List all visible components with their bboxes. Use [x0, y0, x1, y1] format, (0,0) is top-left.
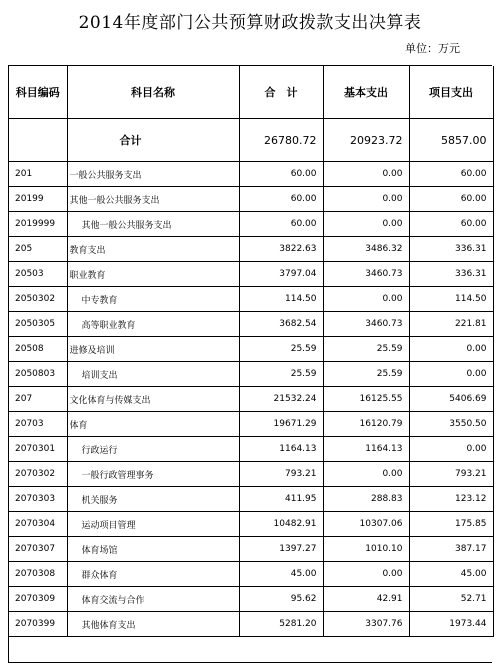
- column-header-basic: 基本支出: [323, 66, 409, 119]
- row-sum: 3822.63: [239, 237, 323, 262]
- table-row: [9, 512, 493, 537]
- row-name: 文化体育与传媒支出: [67, 387, 239, 412]
- expenditure-table-frame: [8, 65, 492, 663]
- row-name: 体育场馆: [67, 537, 239, 562]
- row-code: 2070308: [9, 562, 67, 587]
- table-row: [9, 487, 493, 512]
- expenditure-table: [9, 66, 494, 637]
- row-sum: 60.00: [239, 187, 323, 212]
- report-title: 2014年度部门公共预算财政拨款支出决算表: [78, 13, 422, 33]
- row-basic: 16125.55: [323, 387, 409, 412]
- row-name: 行政运行: [67, 437, 239, 462]
- row-code: 2070304: [9, 512, 67, 537]
- row-sum: 25.59: [239, 337, 323, 362]
- row-project: 0.00: [409, 362, 493, 387]
- row-sum: 10482.91: [239, 512, 323, 537]
- row-basic: 25.59: [323, 362, 409, 387]
- row-name: 其他体育支出: [67, 612, 239, 637]
- row-sum: 95.62: [239, 587, 323, 612]
- row-code: 2019999: [9, 212, 67, 237]
- row-project: 5406.69: [409, 387, 493, 412]
- row-project: 3550.50: [409, 412, 493, 437]
- row-code: 2070302: [9, 462, 67, 487]
- row-code: 207: [9, 387, 67, 412]
- row-sum: 5281.20: [239, 612, 323, 637]
- table-row: [9, 362, 493, 387]
- row-basic: 3460.73: [323, 262, 409, 287]
- row-basic: 0.00: [323, 212, 409, 237]
- row-code: 2070399: [9, 612, 67, 637]
- row-sum: 60.00: [239, 212, 323, 237]
- row-project: 123.12: [409, 487, 493, 512]
- row-basic: 0.00: [323, 462, 409, 487]
- row-name: 教育支出: [67, 237, 239, 262]
- row-basic: 0.00: [323, 562, 409, 587]
- table-row: [9, 562, 493, 587]
- row-code: 20508: [9, 337, 67, 362]
- table-row: [9, 537, 493, 562]
- row-sum: 1164.13: [239, 437, 323, 462]
- row-name: 一般公共服务支出: [67, 162, 239, 187]
- unit-label: 单位：万元: [405, 42, 460, 55]
- total-row: [9, 119, 493, 162]
- row-basic: 10307.06: [323, 512, 409, 537]
- table-row: [9, 187, 493, 212]
- row-name: 培训支出: [67, 362, 239, 387]
- row-project: 336.31: [409, 262, 493, 287]
- table-row: [9, 337, 493, 362]
- table-row: [9, 587, 493, 612]
- row-sum: 60.00: [239, 162, 323, 187]
- row-project: 221.81: [409, 312, 493, 337]
- row-sum: 1397.27: [239, 537, 323, 562]
- row-code: 2050803: [9, 362, 67, 387]
- row-project: 387.17: [409, 537, 493, 562]
- row-name: 进修及培训: [67, 337, 239, 362]
- total-name: 合计: [67, 119, 239, 162]
- row-code: 2070307: [9, 537, 67, 562]
- row-sum: 411.95: [239, 487, 323, 512]
- row-project: 45.00: [409, 562, 493, 587]
- row-code: 2070301: [9, 437, 67, 462]
- column-header-code: 科目编码: [9, 66, 67, 119]
- row-project: 114.50: [409, 287, 493, 312]
- row-project: 52.71: [409, 587, 493, 612]
- row-sum: 45.00: [239, 562, 323, 587]
- row-basic: 42.91: [323, 587, 409, 612]
- row-name: 体育: [67, 412, 239, 437]
- table-row: [9, 412, 493, 437]
- row-name: 群众体育: [67, 562, 239, 587]
- row-basic: 1010.10: [323, 537, 409, 562]
- table-row: [9, 287, 493, 312]
- row-name: 机关服务: [67, 487, 239, 512]
- row-code: 20199: [9, 187, 67, 212]
- row-project: 60.00: [409, 212, 493, 237]
- row-code: 20703: [9, 412, 67, 437]
- row-code: 2050302: [9, 287, 67, 312]
- row-code: 205: [9, 237, 67, 262]
- table-row: [9, 462, 493, 487]
- row-sum: 3682.54: [239, 312, 323, 337]
- table-row: [9, 612, 493, 637]
- row-name: 高等职业教育: [67, 312, 239, 337]
- row-basic: 3460.73: [323, 312, 409, 337]
- row-basic: 0.00: [323, 187, 409, 212]
- column-header-name: 科目名称: [67, 66, 239, 119]
- row-sum: 19671.29: [239, 412, 323, 437]
- row-basic: 3307.76: [323, 612, 409, 637]
- row-sum: 793.21: [239, 462, 323, 487]
- row-basic: 25.59: [323, 337, 409, 362]
- table-row: [9, 387, 493, 412]
- row-sum: 3797.04: [239, 262, 323, 287]
- row-project: 0.00: [409, 337, 493, 362]
- row-project: 175.85: [409, 512, 493, 537]
- row-name: 体育交流与合作: [67, 587, 239, 612]
- header-row: [9, 66, 493, 119]
- column-header-total: 合 计: [239, 66, 323, 119]
- row-code: 2070309: [9, 587, 67, 612]
- row-basic: 288.83: [323, 487, 409, 512]
- row-sum: 25.59: [239, 362, 323, 387]
- row-basic: 3486.32: [323, 237, 409, 262]
- row-name: 其他一般公共服务支出: [67, 212, 239, 237]
- row-project: 336.31: [409, 237, 493, 262]
- table-row: [9, 262, 493, 287]
- table-row: [9, 212, 493, 237]
- row-code: 2050305: [9, 312, 67, 337]
- row-sum: 21532.24: [239, 387, 323, 412]
- row-name: 运动项目管理: [67, 512, 239, 537]
- row-project: 0.00: [409, 437, 493, 462]
- row-code: 2070303: [9, 487, 67, 512]
- total-basic: 20923.72: [323, 119, 409, 162]
- row-basic: 0.00: [323, 287, 409, 312]
- column-header-project: 项目支出: [409, 66, 493, 119]
- row-project: 793.21: [409, 462, 493, 487]
- row-name: 职业教育: [67, 262, 239, 287]
- row-basic: 16120.79: [323, 412, 409, 437]
- total-code: [9, 119, 67, 162]
- total-sum: 26780.72: [239, 119, 323, 162]
- row-project: 1973.44: [409, 612, 493, 637]
- row-code: 20503: [9, 262, 67, 287]
- row-name: 中专教育: [67, 287, 239, 312]
- table-row: [9, 312, 493, 337]
- row-basic: 0.00: [323, 162, 409, 187]
- row-name: 一般行政管理事务: [67, 462, 239, 487]
- table-row: [9, 437, 493, 462]
- table-row: [9, 237, 493, 262]
- row-basic: 1164.13: [323, 437, 409, 462]
- total-project: 5857.00: [409, 119, 493, 162]
- table-row: [9, 162, 493, 187]
- row-sum: 114.50: [239, 287, 323, 312]
- row-name: 其他一般公共服务支出: [67, 187, 239, 212]
- row-project: 60.00: [409, 187, 493, 212]
- row-project: 60.00: [409, 162, 493, 187]
- row-code: 201: [9, 162, 67, 187]
